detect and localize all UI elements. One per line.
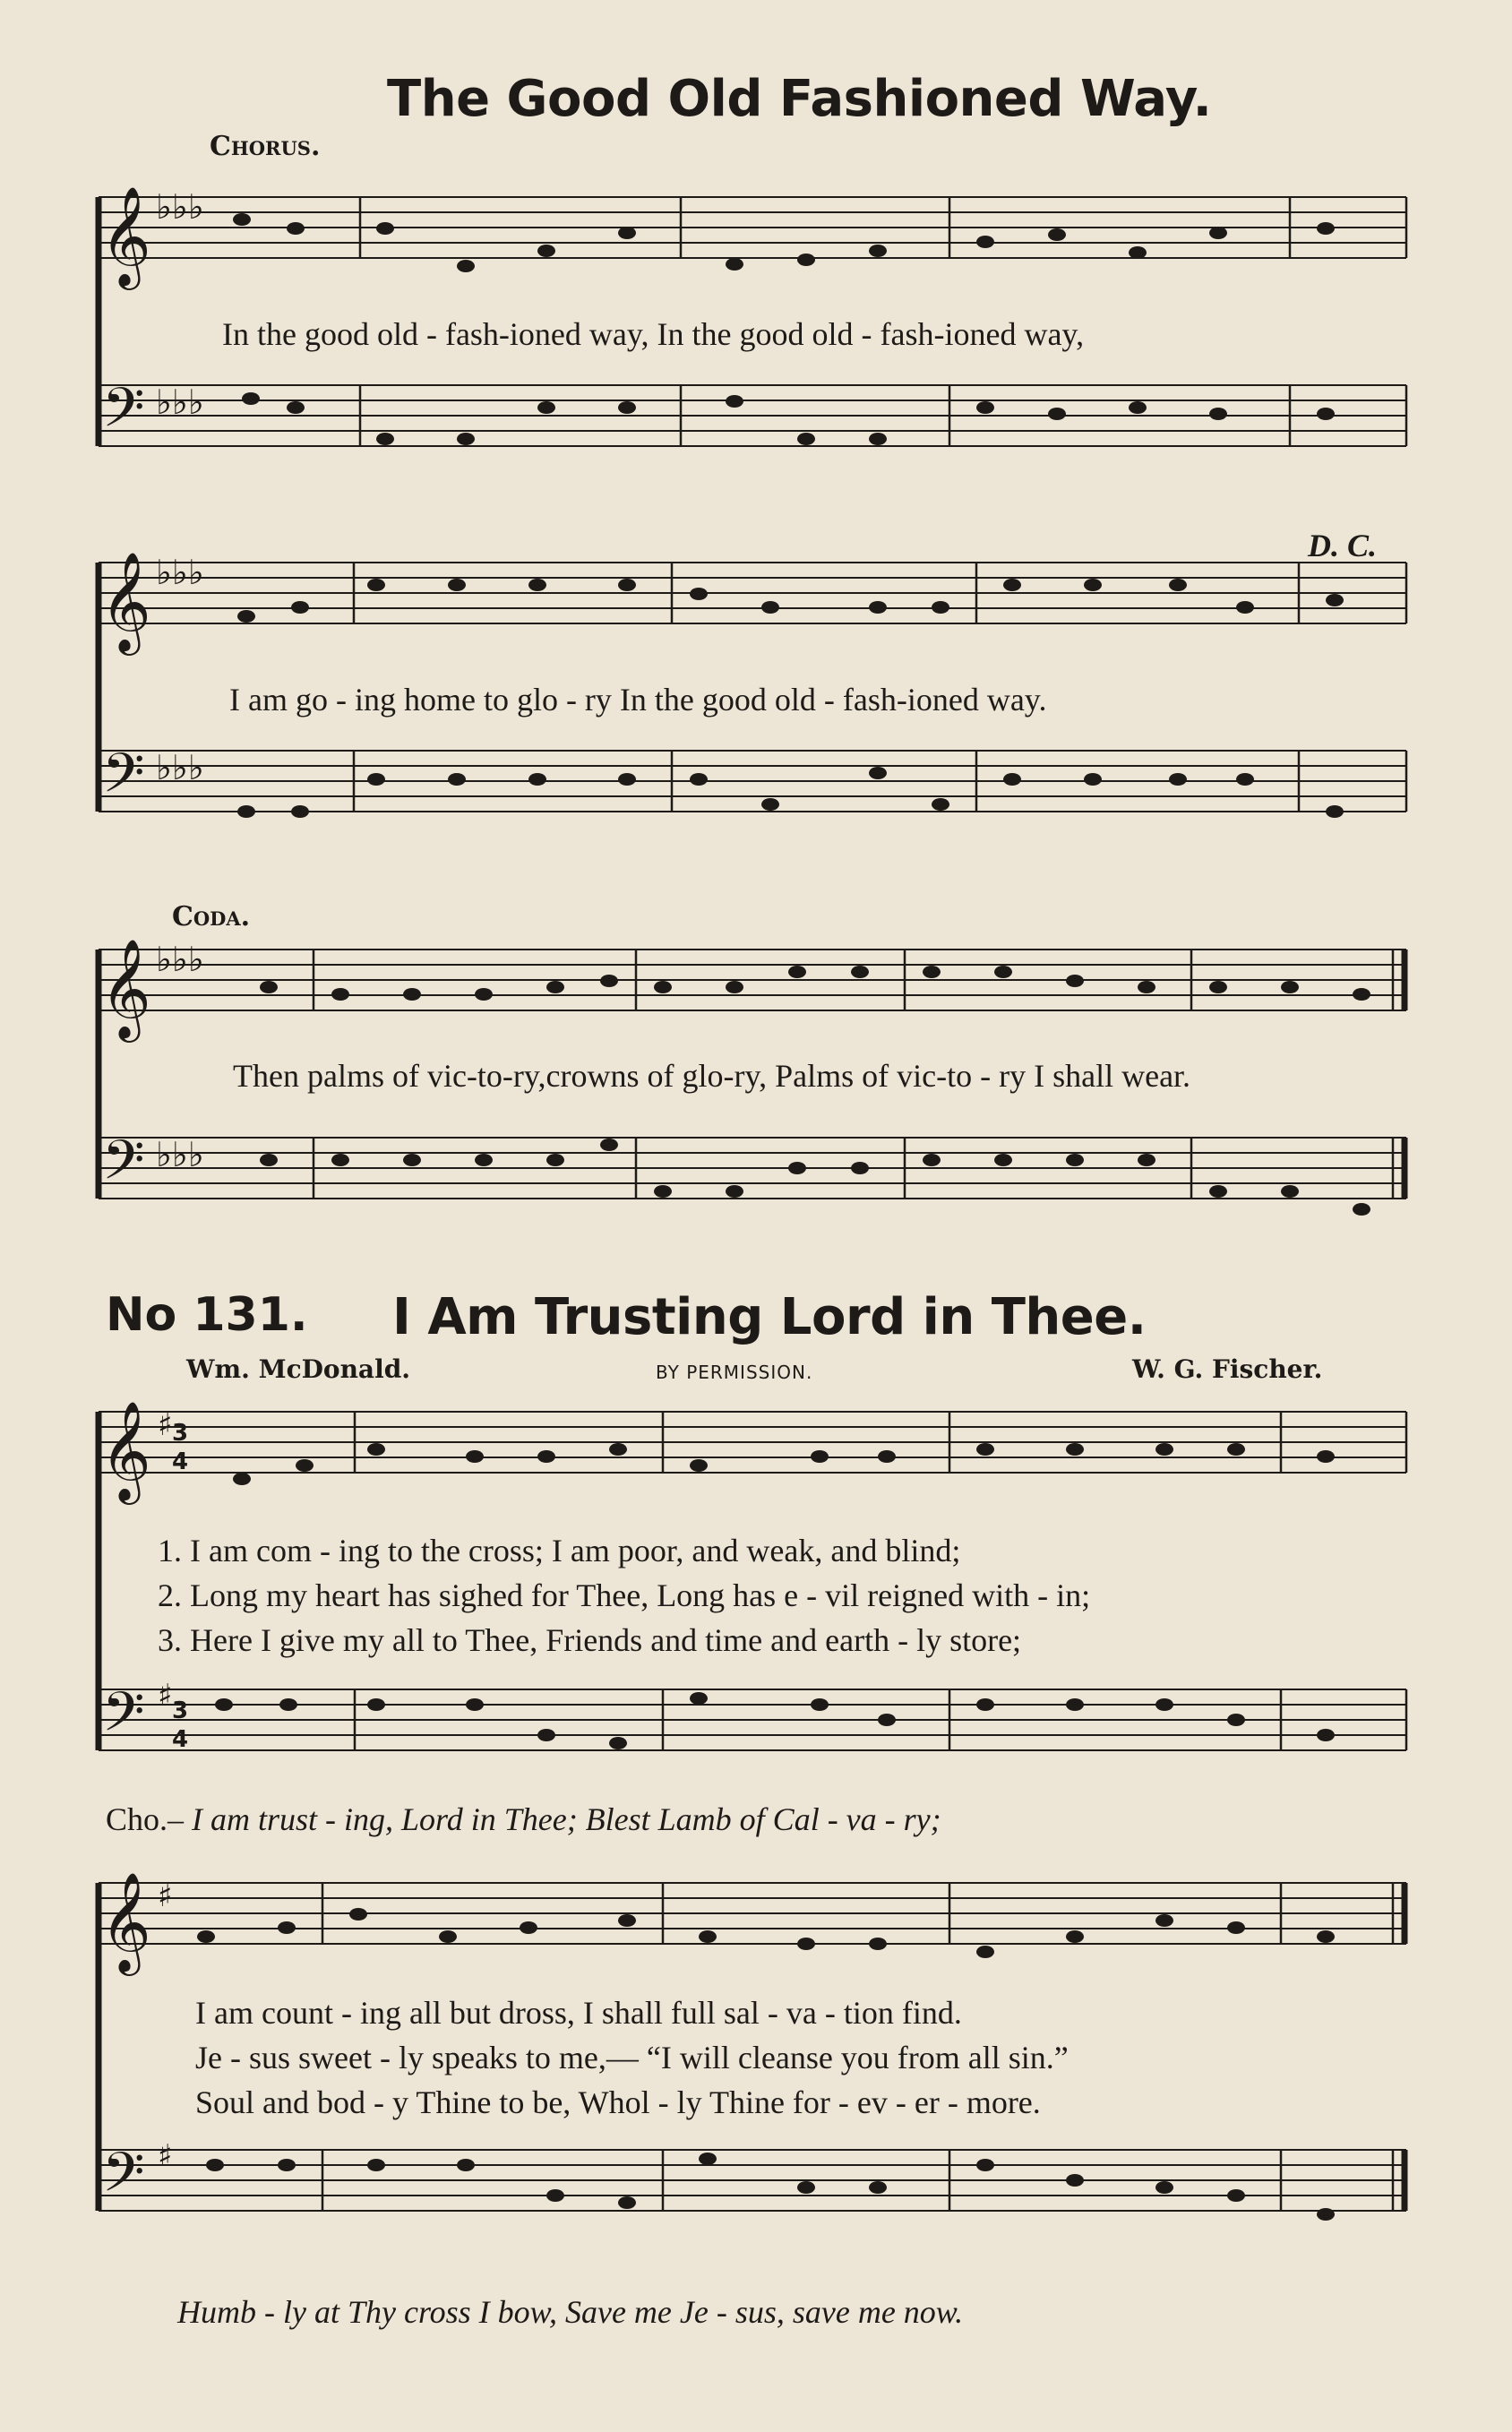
- svg-text:3: 3: [172, 1697, 189, 1724]
- svg-text:♯: ♯: [158, 2138, 173, 2174]
- verse-2-line-1: 2. Long my heart has sighed for Thee, Long has e - vil reigned with - in;: [158, 1577, 1091, 1613]
- svg-text:♭♭♭: ♭♭♭: [156, 940, 204, 979]
- svg-text:𝄢: 𝄢: [102, 1680, 145, 1757]
- verse-1-line-2: I am count - ing all but dross, I shall full sal - va - tion find.: [195, 1995, 962, 2031]
- treble-staff: [99, 1871, 1406, 1976]
- hymn-title: The Good Old Fashioned Way.: [387, 70, 1212, 128]
- verse-3-line-2: Soul and bod - y Thine to be, Whol - ly Thine for - ev - er - more.: [195, 2084, 1041, 2120]
- svg-text:𝄢: 𝄢: [102, 1129, 145, 1206]
- svg-text:♭♭♭: ♭♭♭: [156, 748, 204, 787]
- coda-label: Coda.: [172, 901, 251, 932]
- verse-3-line-1: 3. Here I give my all to Thee, Friends and time and earth - ly store;: [158, 1622, 1022, 1658]
- svg-text:𝄞: 𝄞: [100, 551, 151, 651]
- svg-text:4: 4: [172, 1448, 189, 1475]
- treble-staff: [99, 938, 1406, 1043]
- lyric-line-3: Then palms of vic-to-ry,crowns of glo-ry, Palms of vic-to - ry I shall wear.: [233, 1058, 1191, 1094]
- svg-text:3: 3: [172, 1420, 189, 1447]
- dc-label: D. C.: [1308, 528, 1378, 563]
- svg-text:𝄢: 𝄢: [102, 742, 145, 819]
- svg-text:𝄞: 𝄞: [100, 938, 151, 1038]
- svg-text:♯: ♯: [158, 1878, 173, 1914]
- svg-text:♯: ♯: [158, 1678, 173, 1714]
- chorus-text-1: I am trust - ing, Lord in Thee; Blest Lamb of Cal - va - ry;: [192, 1801, 941, 1837]
- svg-text:𝄢: 𝄢: [102, 376, 145, 453]
- author: Wm. McDonald.: [186, 1354, 411, 1384]
- lyric-line-2: I am go - ing home to glo - ry In the good old - fash-ioned way.: [229, 682, 1047, 718]
- bass-staff: [99, 1678, 1406, 1757]
- chorus-label: Chorus.: [210, 131, 321, 162]
- treble-staff: [99, 1400, 1406, 1505]
- svg-text:♭♭♭: ♭♭♭: [156, 187, 204, 227]
- verse-1-line-1: 1. I am com - ing to the cross; I am poor, and weak, and blind;: [158, 1533, 961, 1568]
- chorus-line-1: [106, 1800, 941, 1838]
- permission-note: BY PERMISSION.: [656, 1362, 813, 1383]
- svg-text:𝄞: 𝄞: [100, 1400, 151, 1500]
- hymn-number: No 131.: [106, 1288, 308, 1342]
- bass-staff: [99, 2138, 1406, 2218]
- chorus-line-2: Humb - ly at Thy cross I bow, Save me Je - sus, save me now.: [177, 2294, 964, 2330]
- svg-text:♭♭♭: ♭♭♭: [156, 553, 204, 592]
- lyric-line-1: In the good old - fash-ioned way, In the good old - fash-ioned way,: [222, 316, 1085, 352]
- svg-text:4: 4: [172, 1726, 189, 1753]
- svg-text:𝄞: 𝄞: [100, 1871, 151, 1972]
- treble-staff: [99, 185, 1406, 290]
- verse-2-line-2: Je - sus sweet - ly speaks to me,— “I will cleanse you from all sin.”: [195, 2040, 1069, 2075]
- hymn-title-2: I Am Trusting Lord in Thee.: [392, 1288, 1147, 1346]
- svg-text:𝄢: 𝄢: [102, 2141, 145, 2218]
- composer: W. G. Fischer.: [1132, 1354, 1323, 1384]
- chorus-prefix: Cho.–: [106, 1801, 185, 1837]
- bass-staff: [99, 1129, 1406, 1206]
- svg-text:♭♭♭: ♭♭♭: [156, 382, 204, 422]
- svg-text:♯: ♯: [158, 1407, 173, 1443]
- svg-text:𝄞: 𝄞: [100, 185, 151, 286]
- svg-text:♭♭♭: ♭♭♭: [156, 1135, 204, 1174]
